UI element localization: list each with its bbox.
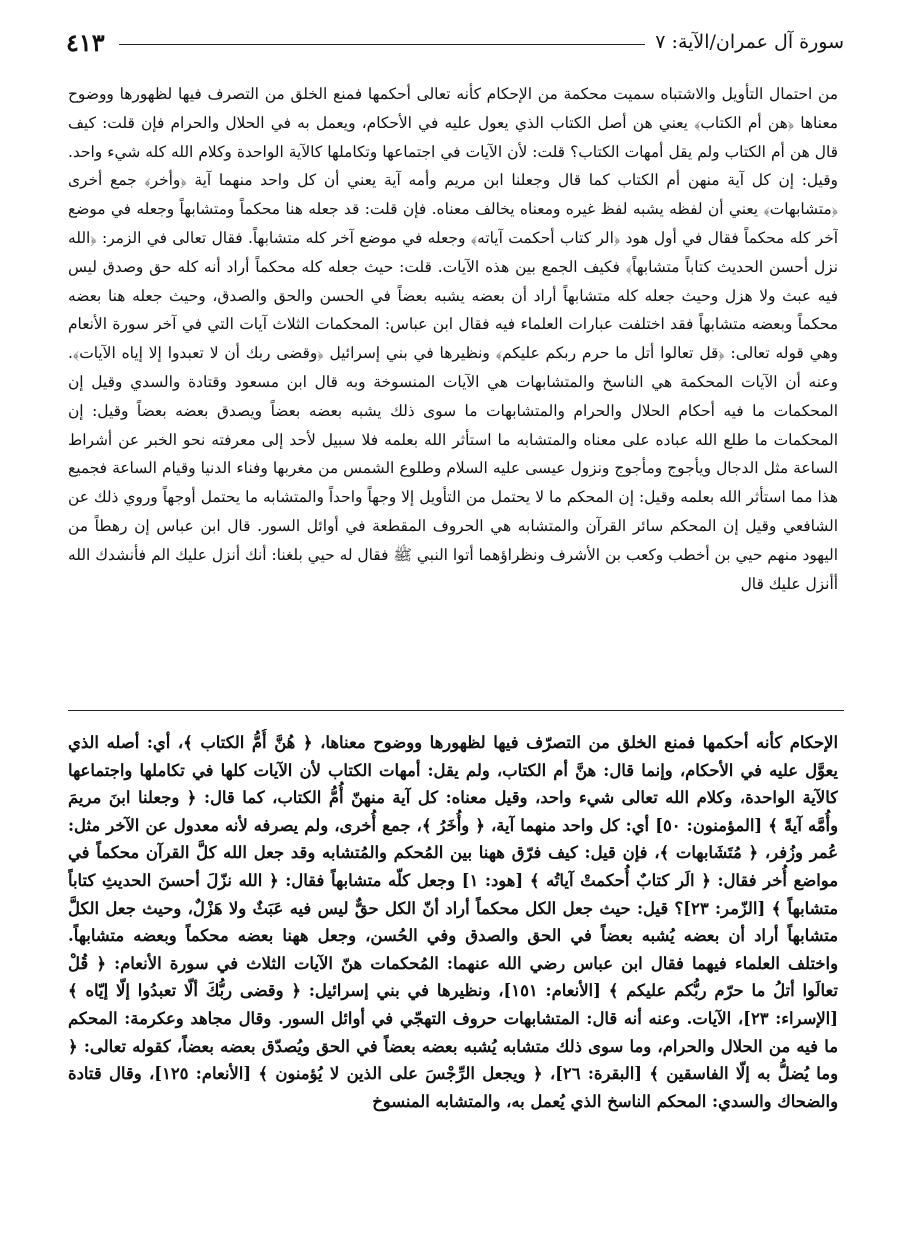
page-number: ٤١٣ [66, 27, 105, 57]
footnote-divider [68, 710, 844, 711]
running-head [66, 26, 844, 58]
running-title: سورة آل عمران/الآية: ٧ [655, 31, 844, 53]
commentary-paragraph: من احتمال التأويل والاشتباه سميت محكمة من الإحكام كأنه تعالى أحكمها فمنع الخلق من التصرف فيها لظهورها ووضوح معناها ﴿هن أم الكتاب﴾ يعني هن أصل الكتاب الذي يعول عليه في الأحكام، ويعمل به في الحلال والحرام فإن قلت: كيف قال هن أم الكتاب ولم يقل أمهات الكتاب؟ قلت: لأن الآيات في اجتماعها وتكاملها كالآية الواحدة وكلام الله كله شيء واحد. وقيل: إن كل آية منهن أم الكتاب كما قال وجعلنا ابن مريم وأمه آية يعني أن كل واحد منهما آية ﴿وأخر﴾ جمع أخرى ﴿متشابهات﴾ يعني أن لفظه يشبه لفظ غيره ومعناه يخالف معناه. فإن قلت: قد جعله هنا محكماً ومتشابهاً وجعله في موضع آخر كله محكماً فقال في أول هود ﴿الر كتاب أحكمت آياته﴾ وجعله في موضع آخر كله متشابهاً. فقال تعالى في الزمر: ﴿الله نزل أحسن الحديث كتاباً متشابهاً﴾ فكيف الجمع بين هذه الآيات. قلت: حيث جعله كله محكماً أراد أنه كله حق وصدق ليس فيه عبث ولا هزل وحيث جعله كله متشابهاً أراد أن بعضه يشبه بعضاً في الحسن والحق والصدق، وحيث جعله هنا بعضه محكماً وبعضه متشابهاً فقد اختلفت عبارات العلماء فيه فقال ابن عباس: المحكمات الثلاث آيات التي في آخر سورة الأنعام وهي قوله تعالى: ﴿قل تعالوا أتل ما حرم ربكم عليكم﴾ ونظيرها في بني إسرائيل ﴿وقضى ربك أن لا تعبدوا إلا إياه الآيات﴾. وعنه أن الآيات المحكمة هي الناسخ والمتشابهات هي الآيات المنسوخة وبه قال ابن مسعود وقتادة والسدي وقيل إن المحكمات ما فيه أحكام الحلال والحرام والمتشابهات ما سوى ذلك يشبه بعضه بعضاً ويصدق بعضه بعضاً وقيل: إن المحكمات ما طلع الله عباده على معناه والمتشابه ما استأثر الله بعلمه فلا سبيل لأحد إلى معرفته نحو الخبر عن أشراط الساعة مثل الدجال ويأجوج ومأجوج ونزول عيسى عليه السلام وطلوع الشمس من مغربها وفناء الدنيا وقيام الساعة فجميع هذا مما استأثر الله بعلمه وقيل: إن المحكم ما لا يحتمل من التأويل إلا وجهاً واحداً والمتشابه ما يحتمل أوجهاً وروي ذلك عن الشافعي وقيل إن المحكم سائر القرآن والمتشابه هي الحروف المقطعة في أوائل السور. قال ابن عباس إن رهطاً من اليهود منهم حيي بن أخطب وكعب بن الأشرف ونظراؤهما أتوا النبي ﷺ فقال له حيي بلغنا: أنك أنزل عليك الم فأنشدك الله أأنزل عليك قال [68, 85, 838, 593]
header-rule [119, 44, 646, 45]
commentary-text-block [68, 80, 838, 696]
footnote-text-block [68, 729, 838, 1245]
footnote-paragraph: الإحكام كأنه أحكمها فمنع الخلق من التصرّف فيها لظهورها ووضوح معناها، ﴿ هُنَّ أُمُّ الكتاب ﴾، أي: أصله الذي يعوَّل عليه في الأحكام، وإنما قال: هنَّ أم الكتاب، ولم يقل: أمهات الكتاب لأن الآيات كلها في تكاملها واجتماعها كالآية الواحدة، وكلام الله تعالى شيء واحد، وقيل معناه: كل آية منهنّ أُمُّ الكتاب، كما قال: ﴿ وجعلنا ابنَ مريمَ وأُمَّه آيةً ﴾ [المؤمنون: ٥٠] أي: كل واحد منهما آية، ﴿ وأُخَرُ ﴾، جمع أُخرى، ولم يصرفه لأنه معدول عن الآخر مثل: عُمر وزُفر، ﴿ مُتَشَابهات ﴾، فإن قيل: كيف فرّق ههنا بين المُحكم والمُتشابه وقد جعل الله كلَّ القرآن محكماً في مواضع أُخر فقال: ﴿ الَر كتابٌ أُحكمتْ آياتُه ﴾ [هود: ١] وجعل كلّه متشابهاً فقال: ﴿ الله نزّلَ أحسنَ الحديثِ كتاباً متشابهاً ﴾ [الزّمر: ٢٣]؟ قيل: حيث جعل الكل محكماً أراد أنّ الكل حقٌّ ليس فيه عَبَثٌ ولا هَزْلٌ، وحيث جعل الكلَّ متشابهاً أراد أن بعضه يُشبه بعضاً في الحق والصدق وفي الحُسن، وجعل ههنا بعضه محكماً وبعضه متشابهاً. واختلف العلماء فيهما فقال ابن عباس رضي الله عنهما: المُحكمات هنّ الآيات الثلاث في سورة الأنعام: ﴿ قُلْ تعالَوا أتلُ ما حرّم ربُّكم عليكم ﴾ [الأنعام: ١٥١]، ونظيرها في بني إسرائيل: ﴿ وقضى ربُّكَ ألّا تعبدُوا إلّا إيّاه ﴾ [الإسراء: ٢٣]، الآيات. وعنه أنه قال: المتشابهات حروف التهجّي في أوائل السور. وقال مجاهد وعكرمة: المحكم ما فيه من الحلال والحرام، وما سوى ذلك متشابه يُشبه بعضه بعضاً في الحق ويُصدّق بعضه بعضاً، كقوله تعالى: ﴿ وما يُضلُّ به إلّا الفاسقين ﴾ [البقرة: ٢٦]، ﴿ ويجعل الرِّجْسَ على الذين لا يُؤمنون ﴾ [الأنعام: ١٢٥]، وقال قتادة والضحاك والسدي: المحكم الناسخ الذي يُعمل به، والمتشابه المنسوخ [68, 733, 838, 1111]
